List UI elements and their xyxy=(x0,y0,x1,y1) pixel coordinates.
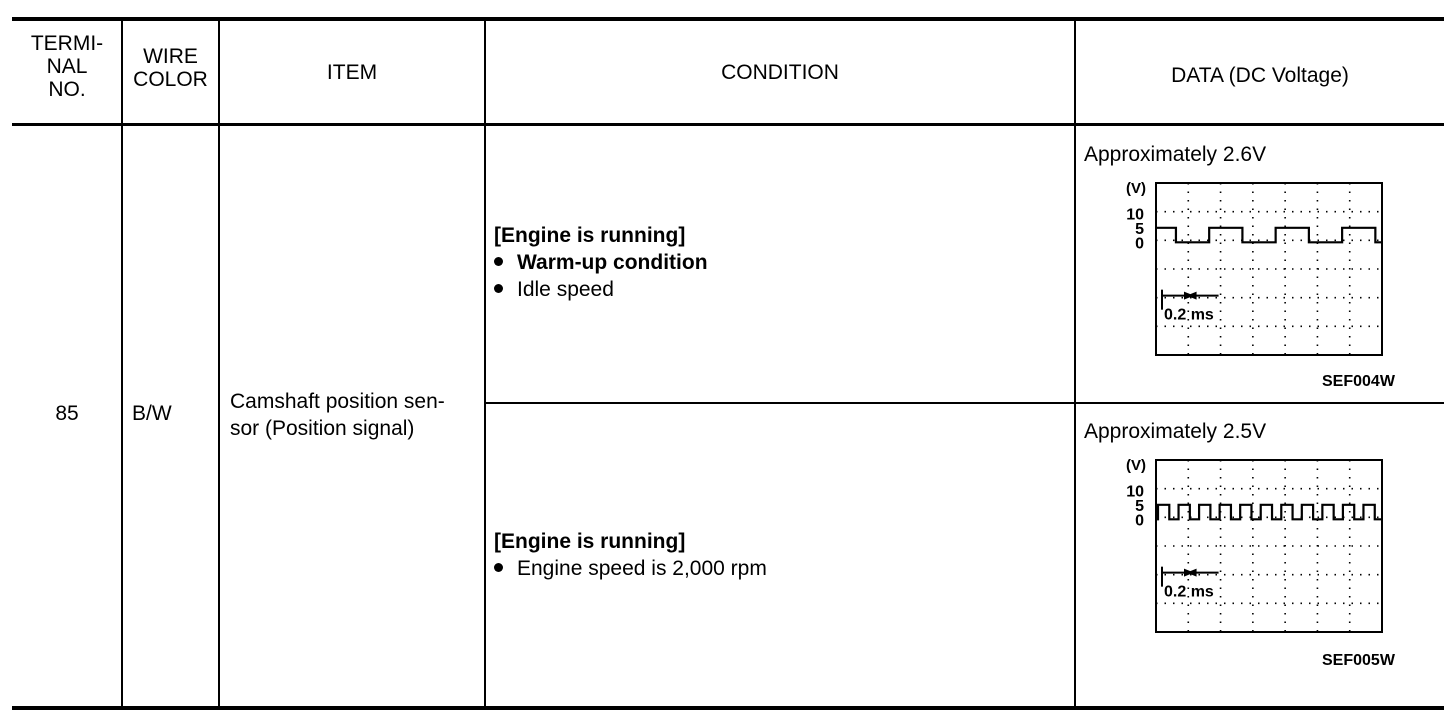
item-line1: Camshaft position sen- xyxy=(230,390,445,413)
data-2-text: Approximately 2.5V xyxy=(1084,420,1267,443)
header-item: ITEM xyxy=(326,61,378,84)
terminal-no-value: 85 xyxy=(55,402,79,425)
table-top-rule xyxy=(12,17,1444,21)
header-wire-line2: COLOR xyxy=(133,68,208,91)
item-line2: sor (Position signal) xyxy=(230,417,415,440)
header-wire-color xyxy=(123,45,218,91)
scope-y-tick: 10 xyxy=(1126,483,1144,501)
table-bottom-rule xyxy=(12,706,1444,710)
header-terminal-no xyxy=(14,32,120,101)
item-value xyxy=(230,388,480,442)
scope-y-tick: 10 xyxy=(1126,206,1144,224)
bullet-icon xyxy=(494,563,503,572)
scope-time-label: 0.2 ms xyxy=(1164,583,1214,601)
data-1-text: Approximately 2.6V xyxy=(1084,143,1267,166)
scope-y-tick: 0 xyxy=(1135,235,1144,253)
row-divider xyxy=(484,402,1444,404)
col-divider-1 xyxy=(121,17,123,708)
figure-code-1: SEF004W xyxy=(1322,373,1395,390)
scope-waveform xyxy=(1156,228,1382,243)
condition-1-heading: [Engine is running] xyxy=(494,224,686,247)
header-terminal-line2: NAL xyxy=(46,55,88,78)
scope-unit-label: (V) xyxy=(1126,457,1146,474)
condition-2-bullet-1 xyxy=(494,555,1064,582)
scope-y-tick: 0 xyxy=(1135,512,1144,530)
oscilloscope-2 xyxy=(1110,452,1390,642)
condition-1-bullet-2-text: Idle speed xyxy=(517,278,614,301)
scope-time-label: 0.2 ms xyxy=(1164,306,1214,324)
condition-1-bullet-2 xyxy=(494,276,1064,303)
header-data: DATA (DC Voltage) xyxy=(1171,64,1349,87)
condition-1-bullet-1 xyxy=(494,249,1064,276)
scope-frame xyxy=(1156,183,1382,355)
header-terminal-line3: NO. xyxy=(48,78,86,101)
scope-y-tick: 5 xyxy=(1135,497,1144,515)
time-arrow-head-left xyxy=(1187,569,1197,577)
header-bottom-rule xyxy=(12,123,1444,126)
scope-unit-label: (V) xyxy=(1126,180,1146,197)
header-wire-line1: WIRE xyxy=(143,45,198,68)
scope-waveform xyxy=(1156,505,1382,519)
header-terminal-line1: TERMI- xyxy=(30,32,104,55)
header-condition: CONDITION xyxy=(721,61,839,84)
bullet-icon xyxy=(494,284,503,293)
scope-y-tick: 5 xyxy=(1135,220,1144,238)
condition-2-bullet-1-text: Engine speed is 2,000 rpm xyxy=(517,557,767,580)
condition-1 xyxy=(494,222,1064,303)
condition-2 xyxy=(494,528,1064,582)
oscilloscope-1 xyxy=(1110,175,1390,365)
figure-code-2: SEF005W xyxy=(1322,652,1395,669)
wire-color-value: B/W xyxy=(132,402,172,425)
condition-2-heading: [Engine is running] xyxy=(494,530,686,553)
scope-frame xyxy=(1156,460,1382,632)
condition-1-bullet-1-text: Warm-up condition xyxy=(517,251,708,274)
col-divider-3 xyxy=(484,17,486,708)
bullet-icon xyxy=(494,257,503,266)
col-divider-4 xyxy=(1074,17,1076,708)
time-arrow-head-left xyxy=(1187,292,1197,300)
col-divider-2 xyxy=(218,17,220,708)
